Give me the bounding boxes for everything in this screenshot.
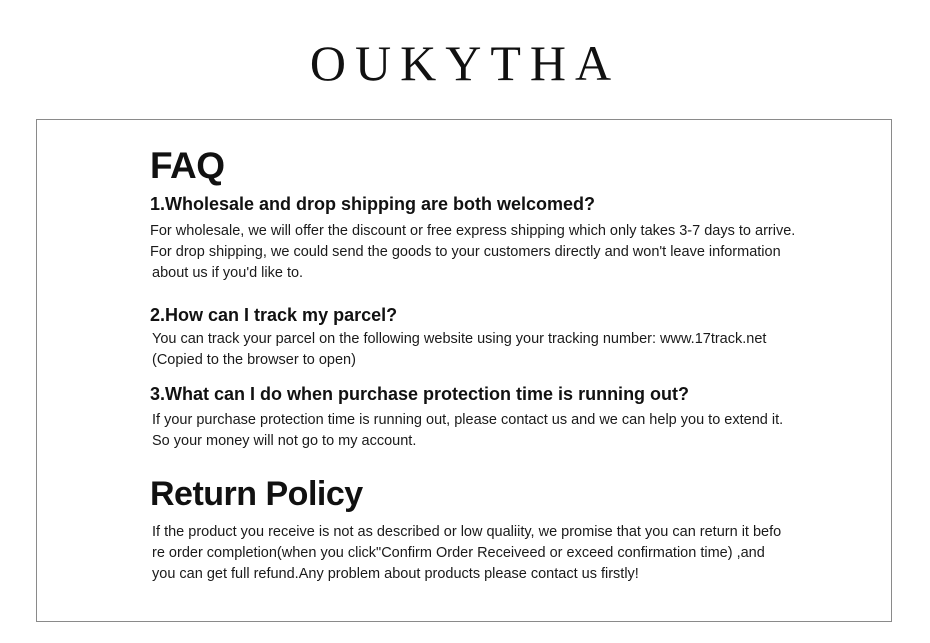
return-policy-text [150,522,781,585]
faq-answer-2 [150,329,766,371]
faq-question-3: 3.What can I do when purchase protection time is running out? [150,384,690,404]
faq-panel [36,119,892,622]
faq-answer-2-line-1: You can track your parcel on the following website using your tracking number: www.17track.net [152,331,767,347]
faq-answer-3 [150,410,783,452]
faq-answer-2-line-2: (Copied to the browser to open) [152,352,356,368]
faq-answer-3-line-2: So your money will not go to my account. [152,433,417,449]
return-policy-title: Return Policy [150,475,363,513]
faq-answer-1-line-2: For drop shipping, we could send the goods to your customers directly and won't leave information [150,244,781,260]
brand-logo: OUKYTHA [309,35,621,91]
faq-answer-1-line-3: about us if you'd like to. [152,265,304,281]
faq-title: FAQ [150,145,225,186]
faq-answer-3-line-1: If your purchase protection time is running out, please contact us and we can help you to extend it. [152,412,784,428]
return-policy-line-1: If the product you receive is not as described or low qualiity, we promise that you can return it befo [152,524,782,540]
return-policy-line-3: you can get full refund.Any problem about products please contact us firstly! [152,566,639,582]
faq-answer-1 [150,221,795,284]
return-policy-line-2: re order completion(when you click"Confirm Order Receiveed or exceed confirmation time) ,and [152,545,765,561]
faq-question-2: 2.How can I track my parcel? [150,305,398,325]
faq-answer-1-line-1: For wholesale, we will offer the discount or free express shipping which only takes 3-7 days to arrive. [150,223,796,239]
faq-question-1: 1.Wholesale and drop shipping are both welcomed? [150,194,596,214]
